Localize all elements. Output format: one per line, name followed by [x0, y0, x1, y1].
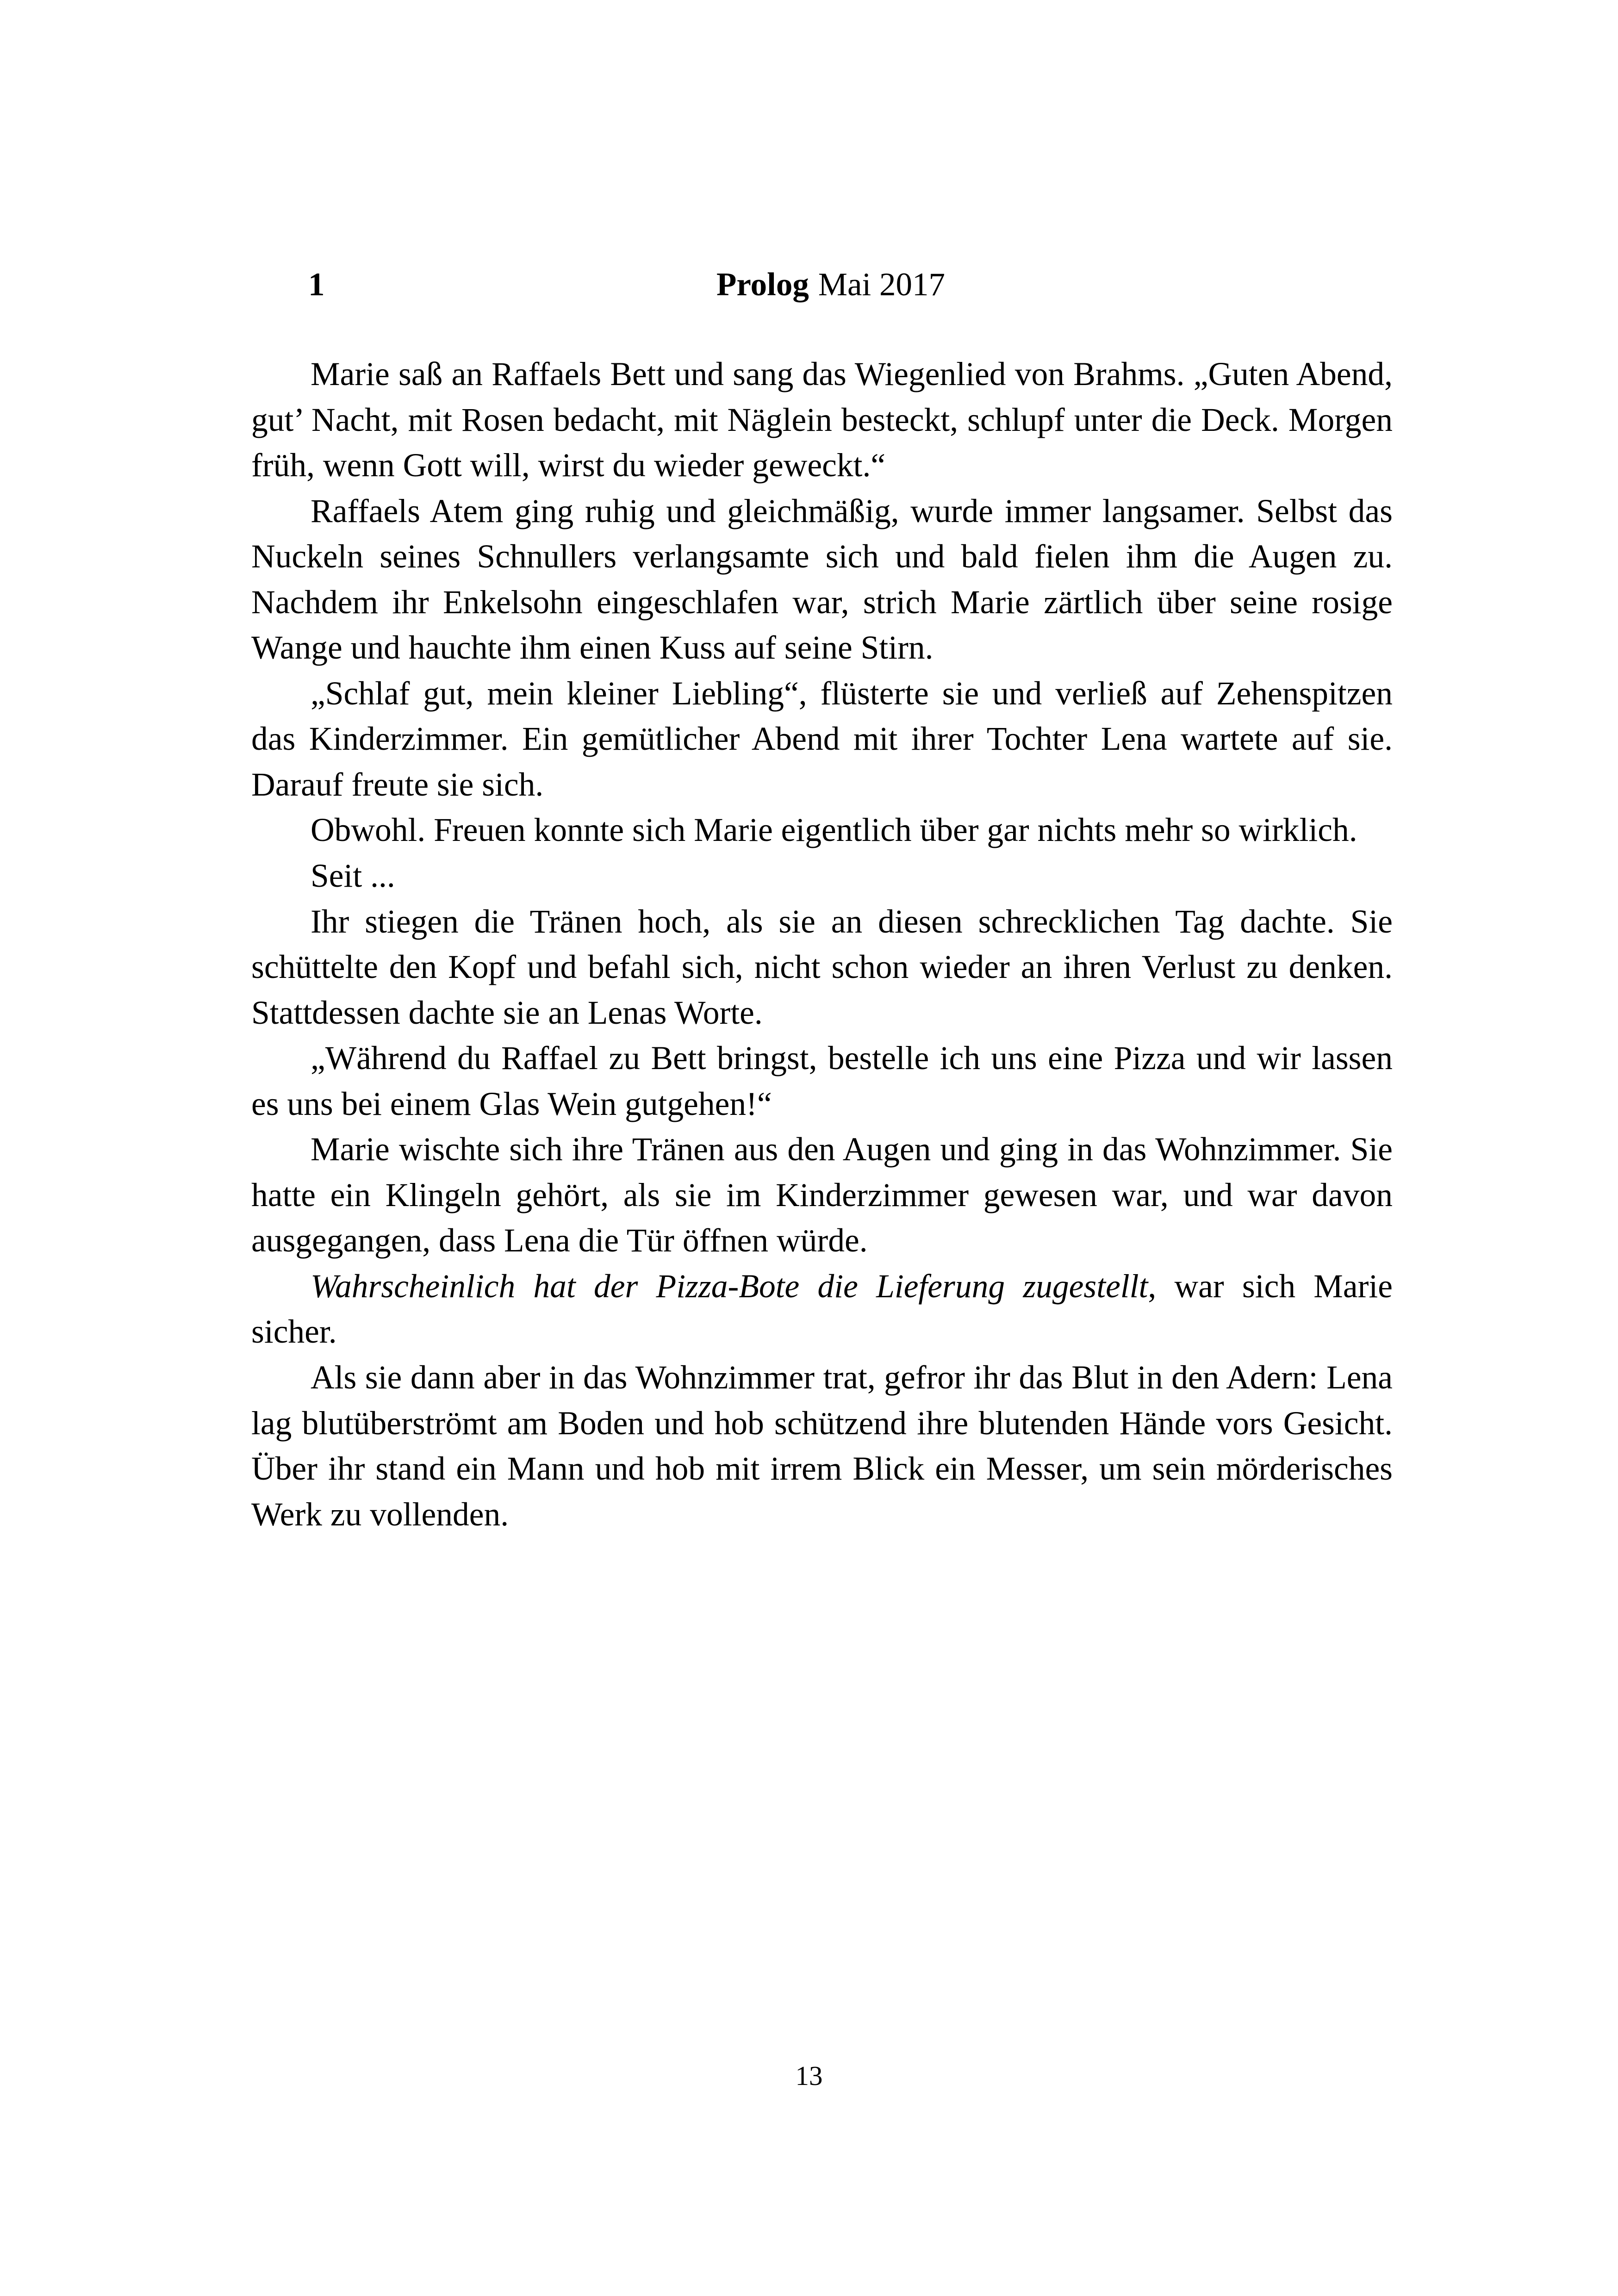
- paragraph: Als sie dann aber in das Wohnzimmer trat, gefror ihr das Blut in den Adern: Lena lag blutüberströmt am Boden und hob schützend ihre blutenden Hände vors Gesicht. Über ihr stand ein Mann und hob mit irrem Blick ein Messer, um sein mörderisches Werk zu vollenden.: [251, 1359, 1393, 1533]
- italic-thought: Wahrscheinlich hat der Pizza-Bote die Lieferung zugestellt: [311, 1268, 1148, 1305]
- page-number: 13: [795, 2060, 823, 2091]
- paragraph: „Schlaf gut, mein kleiner Liebling“, flüsterte sie und verließ auf Zehenspitzen das Kinderzimmer. Ein gemütlicher Abend mit ihrer Tochter Lena wartete auf sie. Darauf freute sie sich.: [251, 675, 1393, 803]
- chapter-title-line: [716, 257, 945, 312]
- paragraph: „Während du Raffael zu Bett bringst, bestelle ich uns eine Pizza und wir lassen es uns bei einem Glas Wein gutgehen!“: [251, 1040, 1393, 1122]
- paragraph: Obwohl. Freuen konnte sich Marie eigentlich über gar nichts mehr so wirklich.: [311, 812, 1357, 849]
- paragraph: Ihr stiegen die Tränen hoch, als sie an diesen schrecklichen Tag dachte. Sie schüttelte den Kopf und befahl sich, nicht schon wieder an ihren Verlust zu denken. Stattdessen dachte sie an Lenas Worte.: [251, 903, 1393, 1031]
- paragraph: Raffaels Atem ging ruhig und gleichmäßig, wurde immer langsamer. Selbst das Nuckeln seines Schnullers verlangsamte sich und bald fielen ihm die Augen zu. Nachdem ihr Enkelsohn eingeschlafen war, strich Marie zärtlich über seine rosige Wange und hauchte ihm einen Kuss auf seine Stirn.: [251, 492, 1393, 666]
- paragraph: Marie wischte sich ihre Tränen aus den Augen und ging in das Wohnzimmer. Sie hatte ein Klingeln gehört, als sie im Kinderzimmer gewesen war, und war davon ausgegangen, dass Lena die Tür öffnen würde.: [251, 1131, 1393, 1259]
- paragraph: Seit ...: [311, 858, 395, 895]
- paragraph-continuation: , war sich Marie sicher.: [251, 1268, 1393, 1350]
- chapter-date: Mai 2017: [818, 267, 945, 303]
- chapter-number: 1: [308, 267, 325, 303]
- paragraph: Marie saß an Raffaels Bett und sang das Wiegenlied von Brahms. „Guten Abend, gut’ Nacht, mit Rosen bedacht, mit Näglein besteckt, schlupf unter die Deck. Morgen früh, wenn Gott will, wirst du wieder geweckt.“: [251, 356, 1393, 484]
- chapter-heading: [308, 257, 1053, 312]
- paragraph: [251, 1264, 1393, 1355]
- chapter-title: Prolog: [716, 267, 809, 303]
- chapter-body: [251, 352, 1393, 1537]
